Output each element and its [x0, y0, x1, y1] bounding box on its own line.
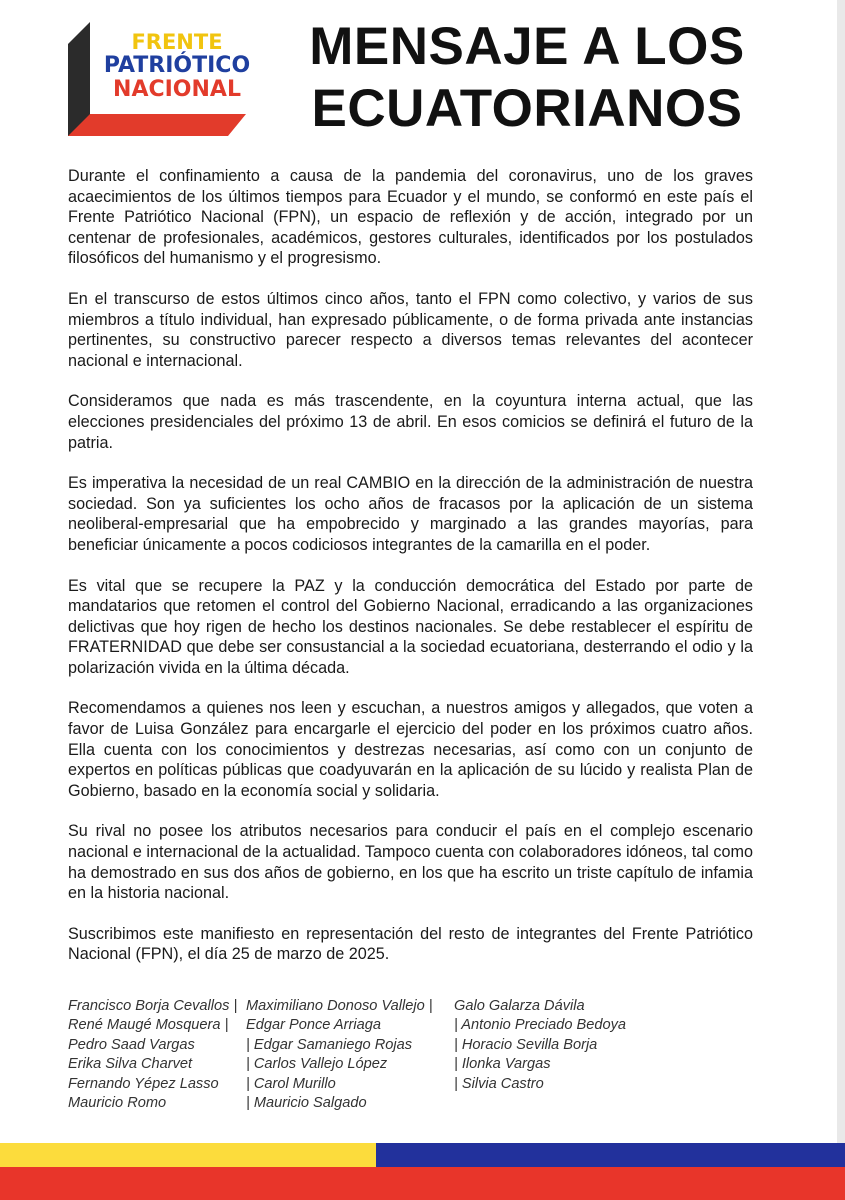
- logo-red-bar: [68, 114, 246, 136]
- paragraph-6: Recomendamos a quienes nos leen y escuchan, a nuestros amigos y allegados, que voten a favor de Luisa González para encargarle el ejercicio del poder en los próximos cuatro años. Ella cuenta con los conocimientos y destrezas necesarias, así como con un conjunto de expertos en políticas públicas que coadyuvarán en la aplicación de su lúcido y realista Plan de Gobierno, basado en la economía social y solidaria.: [68, 699, 753, 800]
- paragraph-4: Es imperativa la necesidad de un real CAMBIO en la dirección de la administración de nuestra sociedad. Son ya suficientes los ocho años de fracasos por la aplicación de un sistema neoliberal-empresarial que ha empobrecido y marginado a las grandes mayorías, para beneficiar únicamente a pocos codiciosos integrantes de la camarilla en el poder.: [68, 474, 753, 554]
- paragraph-5: Es vital que se recupere la PAZ y la conducción democrática del Estado por parte de mandatarios que retomen el control del Gobierno Nacional, erradicando a las organizaciones delictivas que hoy rigen de hecho los destinos nacionales. Se debe restablecer el espíritu de FRATERNIDAD que debe ser consustancial a la sociedad ecuatoriana, desterrando el odio y la polarización vivida en la última década.: [68, 576, 753, 677]
- signer-name: Galo Galarza Dávila: [454, 998, 585, 1014]
- signer-name: | Antonio Preciado Bedoya: [454, 1017, 627, 1034]
- page-edge-shadow: [837, 0, 845, 1200]
- signer-name: René Maugé Mosquera |: [68, 1017, 229, 1034]
- signer-row: [68, 1095, 768, 1114]
- logo-wordmark: [92, 30, 262, 102]
- signer-name: | Carlos Vallejo López: [246, 1056, 388, 1073]
- signer-name: Erika Silva Charvet: [68, 1056, 193, 1073]
- logo-line-frente: FRENTE: [131, 30, 223, 54]
- paragraph-3: Consideramos que nada es más trascendente, en la coyuntura interna actual, que las elecciones presidenciales del próximo 13 de abril. En esos comicios se definirá el futuro de la patria.: [68, 392, 753, 452]
- signer-name: Fernando Yépez Lasso: [68, 1075, 219, 1092]
- signer-name: | Edgar Samaniego Rojas: [246, 1036, 413, 1053]
- signer-name: Edgar Ponce Arriaga: [246, 1017, 381, 1034]
- signer-row: [68, 998, 768, 1017]
- flag-band-blue: [376, 1143, 845, 1167]
- logo-line-patriotico: PATRIÓTICO: [103, 53, 251, 78]
- page-title: [282, 16, 772, 140]
- signer-name: Francisco Borja Cevallos |: [68, 998, 238, 1014]
- signer-row: [68, 1017, 768, 1036]
- signer-row: [68, 1037, 768, 1056]
- paragraph-7: Su rival no posee los atributos necesarios para conducir el país en el complejo escenario nacional e internacional de la actualidad. Tampoco cuenta con colaboradores idóneos, tal como ha demostrado en sus dos años de gobierno, en los que ha escrito un triste capítulo de infamia en la historia nacional.: [68, 822, 753, 903]
- logo-line-nacional: NACIONAL: [113, 77, 241, 102]
- signer-name: Pedro Saad Vargas: [68, 1036, 195, 1053]
- signer-row: [68, 1056, 768, 1075]
- signatories: [68, 998, 768, 1114]
- signer-name: | Silvia Castro: [454, 1075, 544, 1092]
- title-line-1: MENSAJE A LOS: [309, 17, 745, 76]
- flag-band-yellow: [0, 1143, 376, 1167]
- signer-name: | Ilonka Vargas: [454, 1056, 551, 1073]
- signer-row: [68, 1076, 768, 1095]
- title-line-2: ECUATORIANOS: [311, 79, 743, 138]
- paragraph-1: Durante el confinamiento a causa de la pandemia del coronavirus, uno de los graves acaecimientos de los últimos tiempos para Ecuador y el mundo, se conformó en este país el Frente Patriótico Nacional (FPN), un espacio de reflexión y de acción, integrado por un centenar de profesionales, académicos, gestores culturales, identificados por los postulados filosóficos del humanismo y el progresismo.: [68, 167, 753, 268]
- flag-band-red: [0, 1167, 845, 1200]
- manifesto-body: [68, 166, 753, 985]
- paragraph-8: Suscribimos este manifiesto en representación del resto de integrantes del Frente Patriótico Nacional (FPN), el día 25 de marzo de 2025.: [68, 924, 753, 964]
- signer-name: Mauricio Romo: [68, 1094, 167, 1111]
- signer-name: | Horacio Sevilla Borja: [454, 1036, 598, 1053]
- signer-name: | Mauricio Salgado: [246, 1094, 367, 1111]
- signer-name: | Carol Murillo: [246, 1075, 336, 1092]
- signer-name: Maximiliano Donoso Vallejo |: [246, 998, 433, 1014]
- paragraph-2: En el transcurso de estos últimos cinco años, tanto el FPN como colectivo, y varios de sus miembros a título individual, han expresado públicamente, o de forma privada ante instancias pertinentes, su constructivo parecer respecto a diversos temas relevantes del acontecer nacional e internacional.: [68, 289, 753, 370]
